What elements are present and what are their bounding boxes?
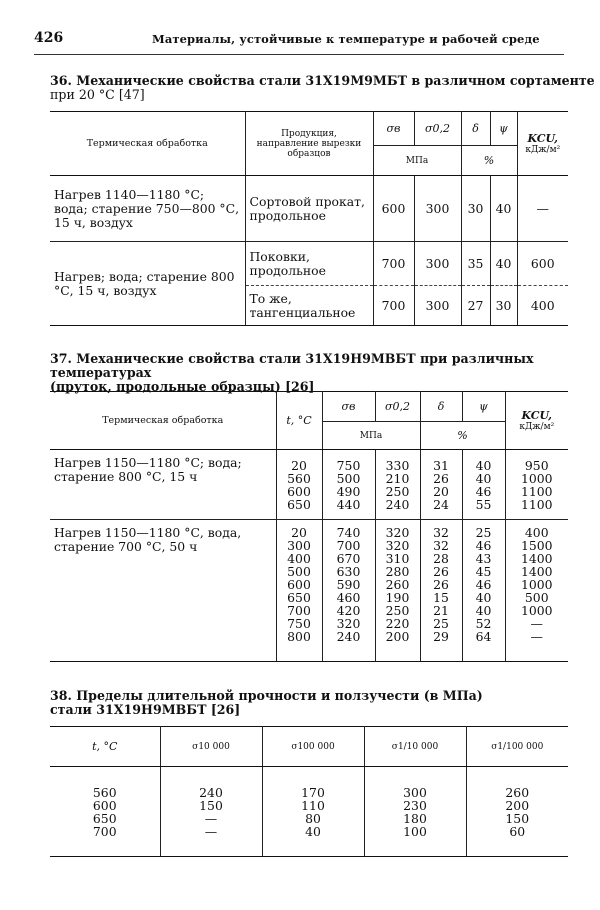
table37-group2-d: 32 32 28 26 26 15 21 25 29	[420, 520, 462, 662]
table36-row1-kcu: —	[517, 176, 568, 242]
table37-group1-kcu: 950 1000 1100 1100	[505, 450, 568, 520]
table38-header-col1: σ10 000	[160, 727, 262, 767]
table36-caption-line1: 36. Механические свойства стали 31Х19М9МБТ в различном сортаменте	[50, 73, 595, 88]
table37-group1-d: 31 26 20 24	[420, 450, 462, 520]
table37-header-kcu	[505, 392, 568, 450]
table38-col4-values: 260 200 150 60	[466, 767, 568, 857]
table36-header-sigma-02: σ0,2	[414, 112, 461, 146]
table36-header-treatment: Термическая обработка	[50, 112, 245, 176]
table36-row1-treatment: Нагрев 1140—1180 °С; вода; старение 750—800 °С, 15 ч, воздух	[50, 176, 245, 242]
table38-caption-line2: стали 31Х19Н9МВБТ [26]	[50, 702, 241, 717]
table36-header-sigma-b: σв	[373, 112, 414, 146]
table37-group1-sb: 750 500 490 440	[322, 450, 375, 520]
table37-group2-kcu: 400 1500 1400 1400 1000 500 1000 — —	[505, 520, 568, 662]
table38-col1-values: 240 150 — —	[160, 767, 262, 857]
page-header	[34, 30, 564, 50]
table37-header-delta: δ	[420, 392, 462, 422]
table37-header-sigma-b: σв	[322, 392, 375, 422]
table36-row2-treatment: Нагрев; вода; старение 800 °С, 15 ч, воздух	[50, 242, 245, 326]
table36-row	[50, 176, 568, 242]
table38-caption	[50, 689, 483, 717]
table37-header-sigma-02: σ0,2	[375, 392, 420, 422]
table37-group	[50, 450, 568, 520]
table37-group	[50, 520, 568, 662]
table37-caption-line2: (пруток, продольные образцы) [26]	[50, 379, 315, 394]
table38-body	[50, 767, 568, 857]
table38-header-col4: σ1/100 000	[466, 727, 568, 767]
table37-unit-mpa: МПа	[322, 422, 420, 450]
page-number: 426	[34, 30, 64, 46]
table37-group2-t: 20 300 400 500 600 650 700 750 800	[276, 520, 322, 662]
table36-row3-s02: 300	[414, 286, 461, 326]
table37-group1-treatment: Нагрев 1150—1180 °С; вода; старение 800 °С, 15 ч	[50, 450, 276, 520]
table36-row1-s02: 300	[414, 176, 461, 242]
table36-row1-p: 40	[490, 176, 517, 242]
table36-row2-d: 35	[461, 242, 490, 286]
table36-unit-mpa: МПа	[373, 146, 461, 176]
table36-row1-product: Сортовой прокат, продольное	[245, 176, 373, 242]
table36-row2-kcu: 600	[517, 242, 568, 286]
running-title: Материалы, устойчивые к температуре и рабочей среде	[152, 32, 540, 46]
table37-group1-p: 40 40 46 55	[462, 450, 505, 520]
table36-caption-line2: при 20 °С [47]	[50, 87, 145, 102]
table36-row3-product: То же, тангенциальное	[245, 286, 373, 326]
table37-group2-treatment: Нагрев 1150—1180 °С, вода, старение 700 °С, 50 ч	[50, 520, 276, 662]
table36-row1-d: 30	[461, 176, 490, 242]
table37-header-t: t, °С	[276, 392, 322, 450]
table37-header-psi: ψ	[462, 392, 505, 422]
table36-row1-sb: 600	[373, 176, 414, 242]
table36-kcu-unit: кДж/м²	[525, 145, 561, 155]
table37-group2-s02: 320 320 310 280 260 190 250 220 200	[375, 520, 420, 662]
table38-col3-values: 300 230 180 100	[364, 767, 466, 857]
table36-row2-sb: 700	[373, 242, 414, 286]
table37-kcu-unit: кДж/м²	[519, 422, 555, 432]
header-rule	[34, 54, 564, 55]
table38-col2-values: 170 110 80 40	[262, 767, 364, 857]
table36-header-delta: δ	[461, 112, 490, 146]
table36-row	[50, 242, 568, 286]
table36-header-kcu	[517, 112, 568, 176]
table38-t-values: 560 600 650 700	[50, 767, 160, 857]
table36-unit-pct: %	[461, 146, 517, 176]
table36-header-product: Продукция, направление вырезки образцов	[245, 112, 373, 176]
table37-caption	[50, 352, 600, 394]
table37-kcu-symbol: KCU,	[521, 409, 552, 422]
table37-group1-s02: 330 210 250 240	[375, 450, 420, 520]
table37-group2-p: 25 46 43 45 46 40 40 52 64	[462, 520, 505, 662]
table36-row3-p: 30	[490, 286, 517, 326]
table38-header-t: t, °С	[50, 727, 160, 767]
table36-row2-p: 40	[490, 242, 517, 286]
table36-caption	[50, 74, 595, 102]
table36-header-psi: ψ	[490, 112, 517, 146]
table38-header-col3: σ1/10 000	[364, 727, 466, 767]
table37-group1-t: 20 560 600 650	[276, 450, 322, 520]
table37-unit-pct: %	[420, 422, 505, 450]
table37	[50, 391, 568, 662]
table36-row3-sb: 700	[373, 286, 414, 326]
table36-row3-d: 27	[461, 286, 490, 326]
table36	[50, 111, 568, 326]
table38-caption-line1: 38. Пределы длительной прочности и ползучести (в МПа)	[50, 688, 483, 703]
table38-header-col2: σ100 000	[262, 727, 364, 767]
table36-kcu-symbol: KCU,	[527, 132, 558, 145]
table38	[50, 726, 568, 857]
table36-row2-s02: 300	[414, 242, 461, 286]
table36-row2-product: Поковки, продольное	[245, 242, 373, 286]
table37-group2-sb: 740 700 670 630 590 460 420 320 240	[322, 520, 375, 662]
table37-caption-line1: 37. Механические свойства стали 31Х19Н9МВБТ при различных температурах	[50, 351, 534, 380]
table36-row3-kcu: 400	[517, 286, 568, 326]
table37-header-treatment: Термическая обработка	[50, 392, 276, 450]
